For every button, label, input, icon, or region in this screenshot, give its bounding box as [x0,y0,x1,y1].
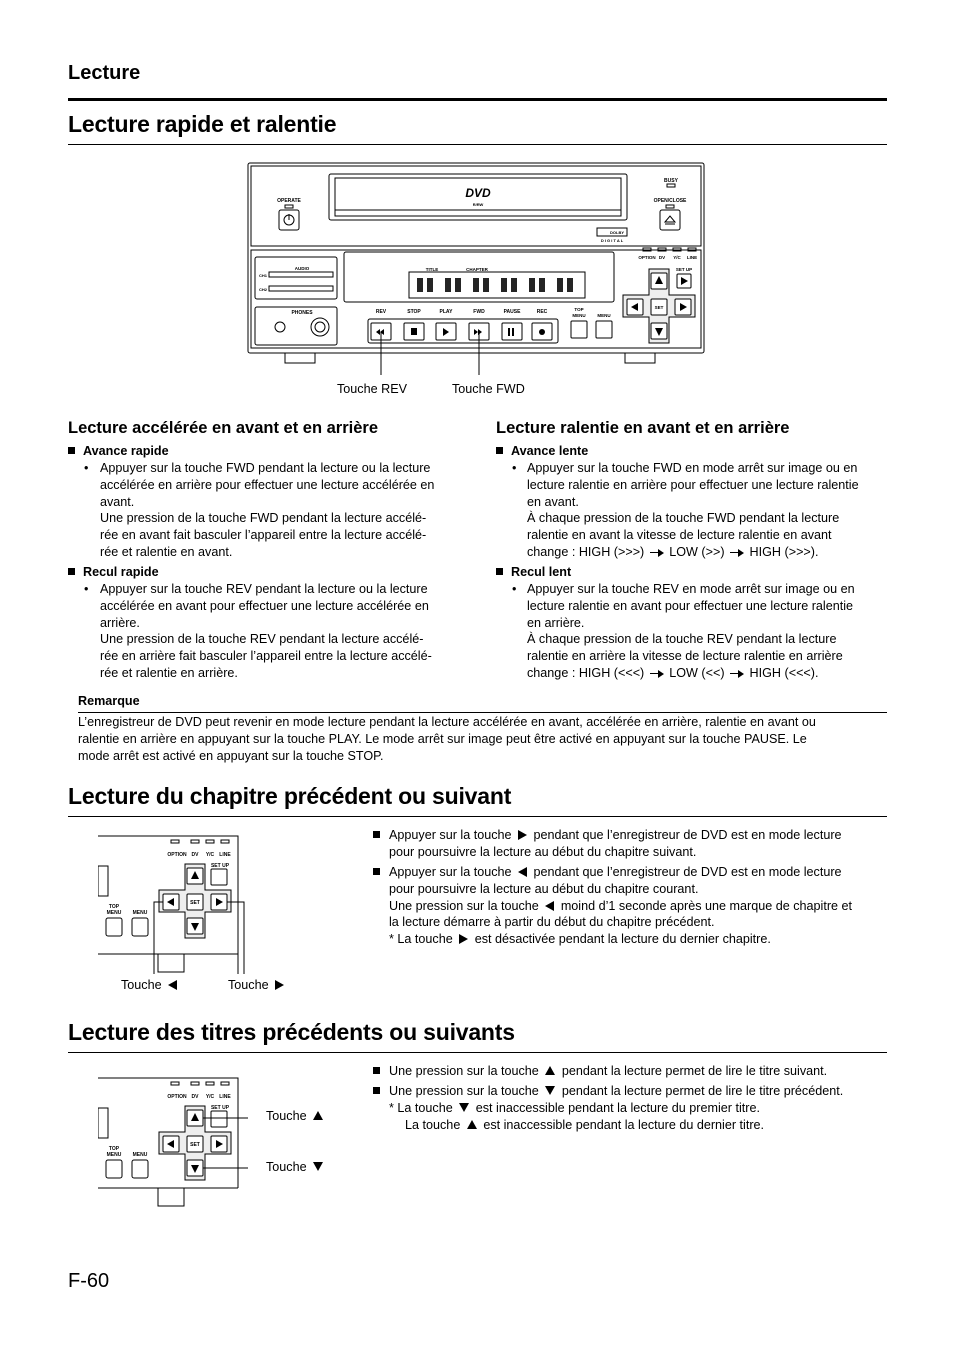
heading-underline [68,816,887,817]
label-set: SET [190,900,200,906]
label-phones: PHONES [291,310,313,316]
bullet-slow-forward: Avance lente [496,443,588,460]
triangle-down-icon [313,1162,323,1171]
remark-title: Remarque [78,694,140,708]
label-setup: SET UP [210,863,230,869]
dvd-recorder-front-panel [247,162,707,377]
callout-fwd: Touche FWD [452,382,525,396]
label-dv: DV [191,1094,199,1100]
label-setup: SET UP [210,1105,230,1111]
remark-rule [78,712,887,713]
label-top: TOP [108,1146,120,1152]
label-pause: PAUSE [503,309,521,315]
bullet-fast-forward: Avance rapide [68,443,169,460]
heading-underline [68,144,887,145]
label-dv: DV [658,255,666,260]
label-yc: Y/C [673,255,681,260]
callout-down-key: Touche [266,1160,326,1174]
nav-buttons-illustration [98,834,250,974]
label-yc: Y/C [205,1094,215,1100]
label-yc: Y/C [205,852,215,858]
digital-label: D I G I T A L [600,238,624,243]
callout-right-key: Touche [228,978,287,992]
nav-buttons-illustration-2 [98,1076,250,1208]
page-number: F-60 [68,1270,110,1292]
label-option: OPTION [167,852,187,858]
triangle-left-icon [545,901,554,911]
triangle-right-icon [518,830,527,840]
label-line: LINE [219,1094,231,1100]
arrow-right-icon [650,669,664,678]
label-top-menu: MENU [106,1152,122,1158]
label-menu: MENU [597,313,611,318]
square-bullet-icon [373,1063,388,1080]
remark-text: L’enregistreur de DVD peut revenir en mode lecture pendant la lecture accélérée en avant, accélérée en arrière, ralentie en avant ou ralentie en arrière en appuyant sur la touche PLAY. Le mode arrêt sur image peut être activé en appuyant sur la touche PAUSE. Le mode arrêt est activé en appuyant sur la touche STOP. [78,715,816,763]
arrow-right-icon [730,669,744,678]
label-set: SET [190,1142,200,1148]
bullet-fast-reverse: Recul rapide [68,564,159,581]
triangle-right-icon [275,980,284,990]
label-ch1: CH1 [259,273,268,278]
square-bullet-icon [68,447,75,454]
callout-left-key: Touche [121,978,180,992]
dolby-logo: DOLBY [610,230,624,235]
label-busy: BUSY [664,178,678,184]
triangle-up-icon [313,1111,323,1120]
slow-reverse-text: Appuyer sur la touche REV en mode arrêt sur image ou en lecture ralentie en avant pour effectuer une lecture ralentie en arrière. À chaque pression de la touche REV pendant la lecture ralentie en arrière la vitesse de lecture ralentie en arrière change : HIGH (<<<) LOW (<<) HIGH (<<<). [527,582,855,680]
label-setup: SET UP [675,267,693,272]
square-bullet-icon [496,447,503,454]
label-top: TOP [108,904,120,910]
label-top: TOP [574,307,584,312]
heading-title-navigation: Lecture des titres précédents ou suivants [68,1019,515,1045]
label-option: OPTION [167,1094,187,1100]
label-dv: DV [191,852,199,858]
label-menu: MENU [132,910,148,916]
label-menu: MENU [132,1152,148,1158]
callout-rev: Touche REV [337,382,408,396]
label-rec: REC [536,309,548,315]
heading-underline [68,1052,887,1053]
section-label: Lecture [68,62,141,84]
label-chapter: CHAPTER [466,267,488,272]
fast-forward-text: Appuyer sur la touche FWD pendant la lecture ou la lecture accélérée en arrière pour effectuer une lecture accélérée en avant. Une pression de la touche FWD pendant la lecture accélé- rée en avant fait basculer l’appareil entre la lecture accélé- rée et ralentie en avant. [100,461,435,559]
square-bullet-icon [373,827,388,844]
fast-reverse-text: Appuyer sur la touche REV pendant la lecture ou la lecture accélérée en avant pour effectuer une lecture accélérée en arrière. Une pression de la touche REV pendant la lecture accélé- rée en arrière fait basculer l’appareil entre la lecture accélé- rée et ralentie en arrière. [100,582,432,680]
dvd-logo-sub: R/RW [472,202,484,207]
prev-chapter-text: Appuyer sur la touche pendant que l’enregistreur de DVD est en mode lecture pour poursuivre la lecture au début du chapitre courant. Une pression sur la touche moind d’1 seconde après une marque de chapitre et la lecture démarre à partir du début du chapitre précédent. * La touche est désactivée pendant la lecture du dernier chapitre. [389,865,853,947]
triangle-down-icon [545,1086,555,1095]
dot-bullet: • [84,582,89,596]
label-operate: OPERATE [277,198,301,204]
triangle-right-icon [459,934,468,944]
next-chapter-text: Appuyer sur la touche pendant que l’enregistreur de DVD est en mode lecture pour poursuivre la lecture au début du chapitre suivant. [389,828,842,859]
arrow-right-icon [650,548,664,557]
triangle-up-icon [545,1066,555,1075]
square-bullet-icon [68,568,75,575]
square-bullet-icon [373,1083,388,1100]
label-top-menu: MENU [106,910,122,916]
label-stop: STOP [407,309,421,315]
arrow-right-icon [730,548,744,557]
triangle-down-icon [459,1103,469,1112]
label-title: TITLE [425,267,439,272]
bullet-slow-reverse: Recul lent [496,564,571,581]
callout-up-key: Touche [266,1109,326,1123]
heading-fast-slow-playback: Lecture rapide et ralentie [68,111,337,137]
label-line: LINE [219,852,231,858]
label-line: LINE [686,255,698,260]
dot-bullet: • [512,582,517,596]
dot-bullet: • [512,461,517,475]
square-bullet-icon [496,568,503,575]
label-fwd: FWD [473,309,485,315]
label-ch2: CH2 [259,287,268,292]
label-option: OPTION [638,255,656,260]
dvd-logo: DVD [465,186,491,200]
label-top-menu: MENU [572,313,586,318]
triangle-left-icon [518,867,527,877]
label-open-close: OPEN/CLOSE [653,198,687,204]
heading-fast-forward-reverse: Lecture accélérée en avant et en arrière [68,419,379,437]
header-rule [68,98,887,101]
label-rev: REV [375,309,387,315]
dot-bullet: • [84,461,89,475]
prev-title-text: Une pression sur la touche pendant la lecture permet de lire le titre précédent. * La touche est inaccessible pendant la lecture du premier titre. La touche est inaccessible pendant la lecture du dernier titre. [389,1084,844,1132]
heading-chapter-navigation: Lecture du chapitre précédent ou suivant [68,783,512,809]
label-audio: AUDIO [294,266,310,271]
square-bullet-icon [373,864,388,881]
label-set: SET [654,305,664,310]
heading-slow-forward-reverse: Lecture ralentie en avant et en arrière [496,419,790,437]
label-play: PLAY [439,309,453,315]
next-title-text: Une pression sur la touche pendant la lecture permet de lire le titre suivant. [389,1064,828,1078]
triangle-left-icon [168,980,177,990]
slow-forward-text: Appuyer sur la touche FWD en mode arrêt sur image ou en lecture ralentie en arrière pour effectuer une lecture ralentie en avant. À chaque pression de la touche FWD pendant la lecture ralentie en avant la vitesse de lecture ralentie en avant change : HIGH (>>>) LOW (>>) HIGH (>>>). [527,461,859,559]
triangle-up-icon [467,1120,477,1129]
